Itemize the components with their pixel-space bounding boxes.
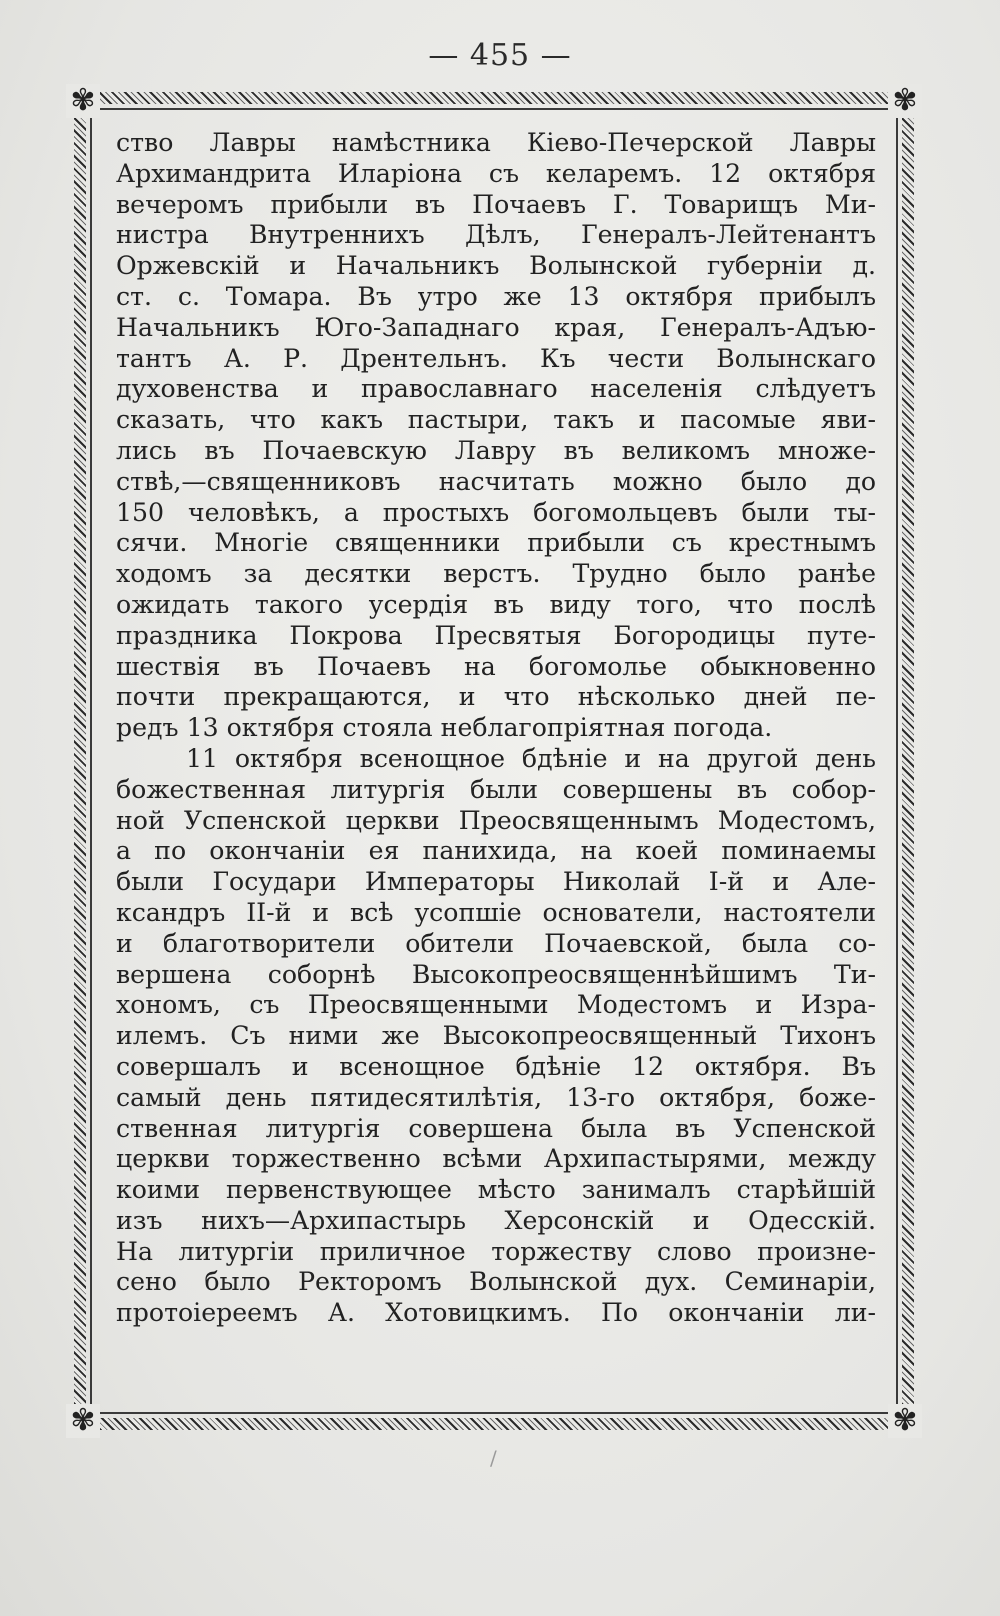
text-line: 150 человѣкъ, а простыхъ богомольцевъ были ты- xyxy=(116,497,876,527)
text-line: а по окончаніи ея панихида, на коей поминаемы xyxy=(116,836,876,866)
text-line: праздника Покрова Пресвятыя Богородицы путе- xyxy=(116,620,876,650)
page-number: — 455 — xyxy=(428,38,572,73)
text-line: совершалъ и всенощное бдѣніе 12 октября. Въ xyxy=(116,1051,876,1081)
body-text xyxy=(116,128,876,1329)
text-line: На литургіи приличное торжеству слово произне- xyxy=(116,1236,876,1266)
text-line: ксандръ II-й и всѣ усопшіе основатели, настоятели xyxy=(116,897,876,927)
paragraph-start-line: 11 октября всенощное бдѣніе и на другой день xyxy=(186,743,876,773)
text-line: сено было Ректоромъ Волынской дух. Семинаріи, xyxy=(116,1267,876,1297)
text-line: ство Лавры намѣстника Кіево-Печерской Лавры xyxy=(116,128,876,157)
text-line: и благотворители обители Почаевской, была со- xyxy=(116,928,876,958)
corner-ornament-icon: ✾ xyxy=(66,1404,100,1438)
text-line: нистра Внутреннихъ Дѣлъ, Генералъ-Лейтенантъ xyxy=(116,220,876,250)
text-line: ствѣ,—священниковъ насчитать можно было до xyxy=(116,466,876,496)
text-line: сячи. Многіе священники прибыли съ крестнымъ xyxy=(116,528,876,558)
text-line: Архимандрита Иларіона съ келаремъ. 12 октября xyxy=(116,158,876,188)
corner-ornament-icon: ✾ xyxy=(888,84,922,118)
text-line: сказать, что какъ пастыри, такъ и пасомые яви- xyxy=(116,405,876,435)
text-line: протоіереемъ А. Хотовицкимъ. По окончаніи ли- xyxy=(116,1298,876,1328)
text-line: хономъ, съ Преосвященными Модестомъ и Изра- xyxy=(116,990,876,1020)
text-line: Оржевскій и Начальникъ Волынской губерніи д. xyxy=(116,251,876,281)
paragraph-end-line: редъ 13 октября стояла неблагопріятная погода. xyxy=(116,713,773,743)
text-line: ходомъ за десятки верстъ. Трудно было ранѣе xyxy=(116,559,876,589)
text-line: вечеромъ прибыли въ Почаевъ Г. Товарищъ Ми- xyxy=(116,189,876,219)
text-line: ожидать такого усердія въ виду того, что послѣ xyxy=(116,589,876,619)
text-line: самый день пятидесятилѣтія, 13-го октября, боже- xyxy=(116,1082,876,1112)
corner-ornament-icon: ✾ xyxy=(66,84,100,118)
text-line: ственная литургія совершена была въ Успенской xyxy=(116,1113,876,1143)
text-line: илемъ. Съ ними же Высокопреосвященный Тихонъ xyxy=(116,1021,876,1051)
text-line: лись въ Почаевскую Лавру въ великомъ множе- xyxy=(116,435,876,465)
text-line: были Государи Императоры Николай І-й и Але- xyxy=(116,867,876,897)
text-line: изъ нихъ—Архипастырь Херсонскій и Одесскій. xyxy=(116,1205,876,1235)
text-line: тантъ А. Р. Дрентельнъ. Къ чести Волынскаго xyxy=(116,343,876,373)
footer-mark: / xyxy=(490,1446,497,1470)
text-line: почти прекращаются, и что нѣсколько дней пе- xyxy=(116,682,876,712)
text-line: божественная литургія были совершены въ собор- xyxy=(116,774,876,804)
text-line: Начальникъ Юго-Западнаго края, Генералъ-Адъю- xyxy=(116,312,876,342)
text-line: ной Успенской церкви Преосвященнымъ Модестомъ, xyxy=(116,805,876,835)
text-line: церкви торжественно всѣми Архипастырями, между xyxy=(116,1144,876,1174)
text-line: вершена соборнѣ Высокопреосвященнѣйшимъ Ти- xyxy=(116,959,876,989)
corner-ornament-icon: ✾ xyxy=(888,1404,922,1438)
text-line: шествія въ Почаевъ на богомолье обыкновенно xyxy=(116,651,876,681)
text-line: духовенства и православнаго населенія слѣдуетъ xyxy=(116,374,876,404)
text-line: коими первенствующее мѣсто занималъ старѣйшій xyxy=(116,1175,876,1205)
text-line: ст. с. Томара. Въ утро же 13 октября прибылъ xyxy=(116,281,876,311)
